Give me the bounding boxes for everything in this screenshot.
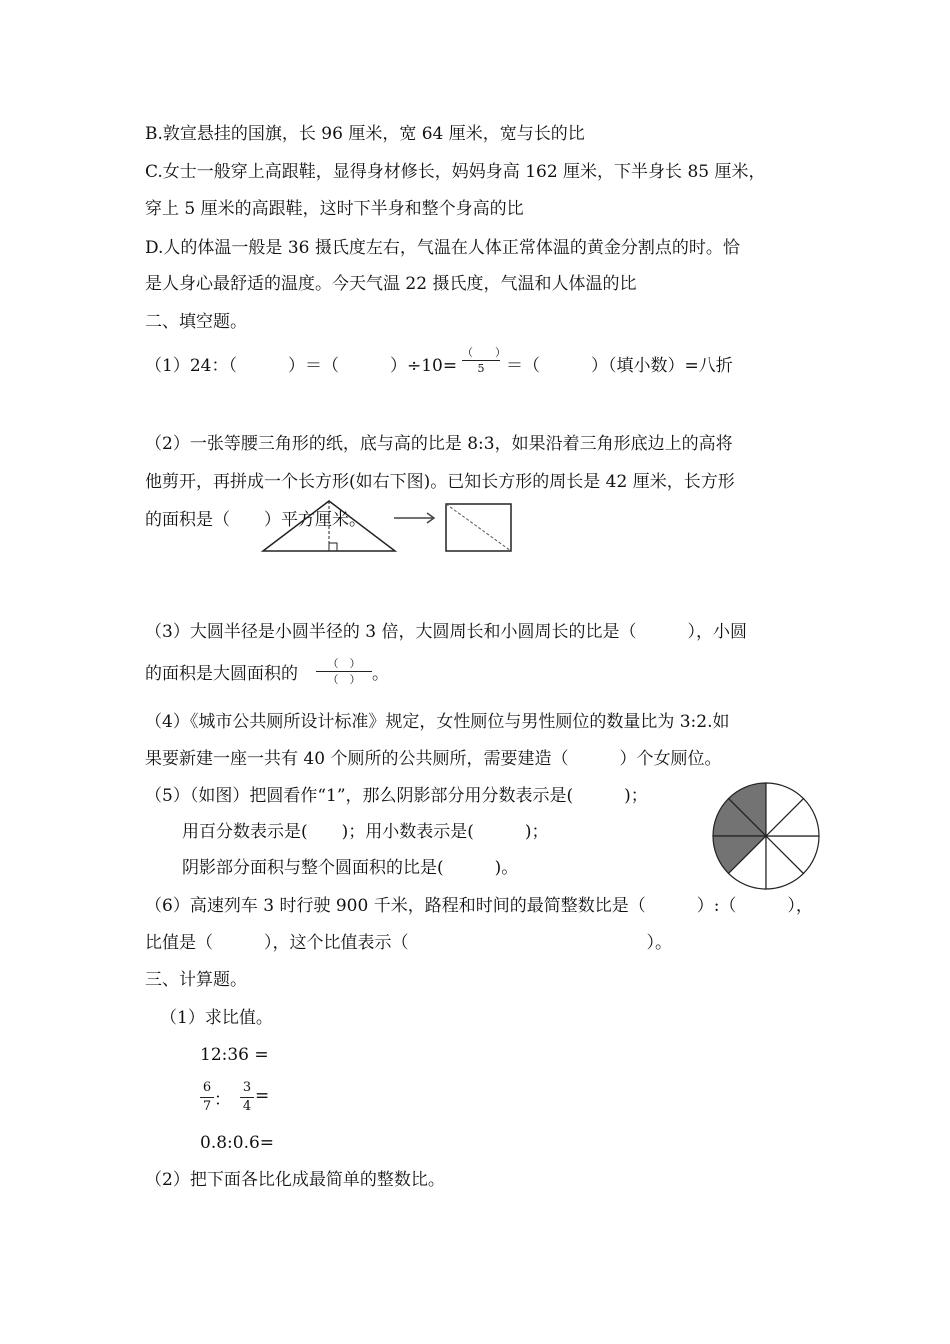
equals-sign: = xyxy=(255,1086,270,1106)
q1-part-a: （1）24：（ ）＝（ ）÷10= xyxy=(145,356,458,376)
frac1-denominator: 7 xyxy=(202,1099,212,1114)
q3-fraction-numerator: （ ） xyxy=(327,657,361,670)
q1-part-b: ＝（ ）（填小数）=八折 xyxy=(506,356,733,376)
frac2-bar xyxy=(240,1097,254,1098)
q3-fraction xyxy=(316,657,372,686)
q1-fraction-denominator: 5 xyxy=(477,362,485,375)
q4-line2: 果要新建一座一共有 40 个厕所的公共厕所，需要建造（ ）个女厕位。 xyxy=(145,749,722,769)
expr-decimal-ratio: 0.8:0.6= xyxy=(200,1133,275,1153)
rectangle-diagonal xyxy=(446,504,511,551)
frac2-denominator: 4 xyxy=(242,1099,252,1114)
q5-line2: 用百分数表示是( )；用小数表示是( )； xyxy=(182,822,549,842)
section3-heading: 三、计算题。 xyxy=(145,970,247,990)
q1-fraction xyxy=(462,346,506,375)
frac-6-7 xyxy=(200,1080,214,1115)
q3-fraction-denominator: （ ） xyxy=(327,673,361,686)
q5-line3: 阴影部分面积与整个圆面积的比是( )。 xyxy=(182,858,519,878)
q2-line3: 的面积是（ ）平方厘米。 xyxy=(145,510,366,530)
expr-12-36: 12:36 = xyxy=(200,1045,269,1065)
frac1-bar xyxy=(200,1097,214,1098)
q1-fraction-numerator: （ ） xyxy=(462,346,506,359)
option-c-line1: C.女士一般穿上高跟鞋，显得身材修长，妈妈身高 162 厘米，下半身长 85 厘米， xyxy=(145,162,766,182)
arrow-icon xyxy=(394,512,438,524)
frac1-numerator: 6 xyxy=(202,1080,212,1095)
q6-line1: （6）高速列车 3 时行驶 900 千米，路程和时间的最简整数比是（ ）:（ ）， xyxy=(145,896,813,916)
ratio-separator: ： xyxy=(214,1090,231,1110)
frac-3-4 xyxy=(240,1080,254,1115)
rectangle-figure xyxy=(445,503,513,553)
q2-line1: （2）一张等腰三角形的纸，底与高的比是 8:3，如果沿着三角形底边上的高将 xyxy=(145,434,733,454)
q6-line2: 比值是（ ），这个比值表示（ ）。 xyxy=(145,933,672,953)
right-angle-mark xyxy=(329,543,337,551)
option-c-line2: 穿上 5 厘米的高跟鞋，这时下半身和整个身高的比 xyxy=(145,199,524,219)
option-d-line1: D.人的体温一般是 36 摄氏度左右，气温在人体正常体温的黄金分割点的时。恰 xyxy=(145,238,740,258)
frac2-numerator: 3 xyxy=(242,1080,252,1095)
option-d-line2: 是人身心最舒适的温度。今天气温 22 摄氏度，气温和人体温的比 xyxy=(145,274,637,294)
q3-line2-prefix: 的面积是大圆面积的 xyxy=(145,664,298,684)
option-b: B.敦宣悬挂的国旗，长 96 厘米，宽 64 厘米，宽与长的比 xyxy=(145,124,585,144)
q1-fraction-bar xyxy=(462,360,500,361)
triangle-figure xyxy=(258,496,398,552)
q3-line1: （3）大圆半径是小圆半径的 3 倍，大圆周长和小圆周长的比是（ ），小圆 xyxy=(145,622,747,642)
q2-line2: 他剪开，再拼成一个长方形(如右下图)。已知长方形的周长是 42 厘米，长方形 xyxy=(145,472,735,492)
q5-line1: （5）（如图）把圆看作“1”，那么阴影部分用分数表示是( )； xyxy=(145,786,648,806)
section2-heading: 二、填空题。 xyxy=(145,312,247,332)
sub1-title: （1）求比值。 xyxy=(160,1008,273,1028)
sub2-title: （2）把下面各比化成最简单的整数比。 xyxy=(145,1170,445,1190)
q3-line2-suffix: 。 xyxy=(372,664,389,684)
shaded-circle-figure xyxy=(710,780,822,892)
q3-fraction-bar xyxy=(316,671,372,672)
q4-line1: （4）《城市公共厕所设计标准》规定，女性厕位与男性厕位的数量比为 3:2.如 xyxy=(145,712,730,732)
